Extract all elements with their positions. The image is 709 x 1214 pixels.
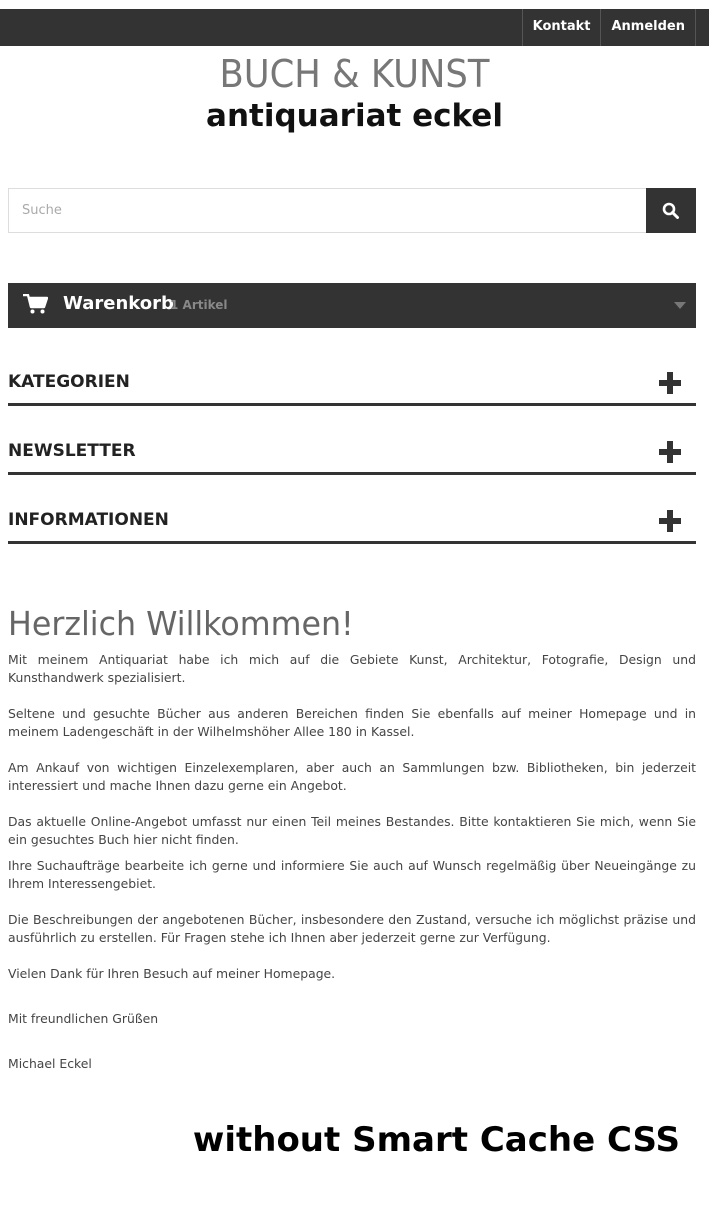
accordion-title: INFORMATIONEN <box>8 510 169 530</box>
paragraph: Die Beschreibungen der angebotenen Bücher, insbesondere den Zustand, versuche ich möglichst präzise und ausführlich zu erstellen. Für Fragen stehe ich Ihnen aber jederzeit gerne zur Verfügung. <box>8 912 696 945</box>
accordion-information[interactable] <box>8 504 696 544</box>
overlay-caption: without Smart Cache CSS <box>192 1120 680 1160</box>
paragraph: Am Ankauf von wichtigen Einzelexemplaren, aber auch an Sammlungen bzw. Bibliotheken, bin jederzeit interessiert und mache Ihnen dazu gerne ein Angebot. <box>8 760 696 793</box>
cart-bar[interactable] <box>8 283 696 328</box>
plus-icon[interactable] <box>659 441 681 463</box>
cart-icon <box>23 294 48 314</box>
cart-label: Warenkorb <box>63 293 174 314</box>
search-bar <box>8 188 696 233</box>
contact-link[interactable]: Kontakt <box>522 9 601 46</box>
plus-icon[interactable] <box>659 510 681 532</box>
paragraph: Ihre Suchaufträge bearbeite ich gerne und informiere Sie auch auf Wunsch regelmäßig über Neueingänge zu Ihrem Interessengebiet. <box>8 858 696 891</box>
top-links <box>522 9 696 46</box>
login-link[interactable]: Anmelden <box>600 9 696 46</box>
chevron-down-icon[interactable] <box>674 302 686 309</box>
accordion-title: NEWSLETTER <box>8 441 136 461</box>
logo-subtitle[interactable]: antiquariat eckel <box>206 98 503 134</box>
top-bar <box>0 9 709 46</box>
accordion-title: KATEGORIEN <box>8 372 130 392</box>
plus-icon[interactable] <box>659 372 681 394</box>
paragraph: Das aktuelle Online-Angebot umfasst nur einen Teil meines Bestandes. Bitte kontaktieren Sie mich, wenn Sie ein gesuchtes Buch hier nicht finden. <box>8 814 696 847</box>
welcome-content <box>8 604 696 1073</box>
paragraph: Vielen Dank für Ihren Besuch auf meiner Homepage. <box>8 966 336 981</box>
paragraph: Seltene und gesuchte Bücher aus anderen Bereichen finden Sie ebenfalls auf meiner Homepage und in meinem Ladengeschäft in der Wilhelmshöher Allee 180 in Kassel. <box>8 706 696 739</box>
cart-count: 1 Artikel <box>170 298 228 312</box>
search-input[interactable] <box>8 188 647 233</box>
logo-title[interactable]: BUCH & KUNST <box>219 52 490 96</box>
search-icon <box>662 202 679 219</box>
accordion-newsletter[interactable] <box>8 435 696 475</box>
accordion-categories[interactable] <box>8 366 696 406</box>
paragraph: Mit meinem Antiquariat habe ich mich auf die Gebiete Kunst, Architektur, Fotografie, Design und Kunsthandwerk spezialisiert. <box>8 652 696 685</box>
paragraph: Mit freundlichen Grüßen <box>8 1011 159 1026</box>
search-button[interactable] <box>646 188 696 233</box>
page-title: Herzlich Willkommen! <box>8 604 354 643</box>
signature: Michael Eckel <box>8 1056 92 1071</box>
